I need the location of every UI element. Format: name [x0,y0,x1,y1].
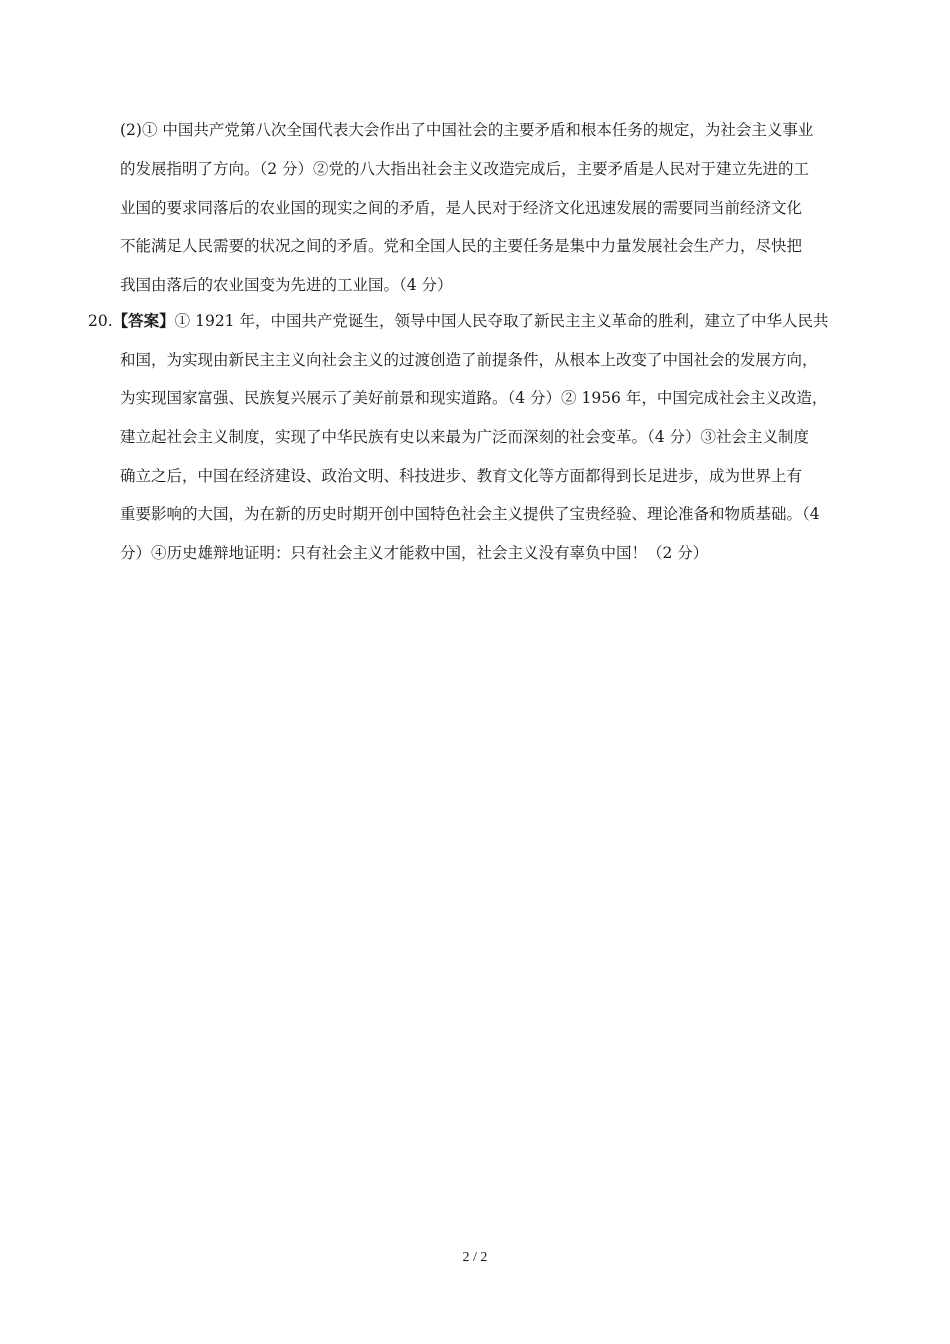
answer-20-line-7: 分）④历史雄辩地证明：只有社会主义才能救中国，社会主义没有辜负中国！（2 分） [120,544,709,562]
answer-19-part2-line-1: (2)① 中国共产党第八次全国代表大会作出了中国社会的主要矛盾和根本任务的规定，为社会主义事业 [120,121,814,139]
answer-19-part2-line-2: 的发展指明了方向。（2 分）②党的八大指出社会主义改造完成后，主要矛盾是人民对于建立先进的工 [120,160,810,178]
answer-label: 【答案】 [112,311,175,330]
question-number: 20. [88,312,113,330]
answer-20-line-5: 确立之后，中国在经济建设、政治文明、科技进步、教育文化等方面都得到长足进步，成为世界上有 [120,467,803,485]
answer-20-line-1 [88,311,828,331]
answer-19-part2-line-3: 业国的要求同落后的农业国的现实之间的矛盾，是人民对于经济文化迅速发展的需要同当前经济文化 [120,199,803,217]
answer-19-part2-line-5: 我国由落后的农业国变为先进的工业国。（4 分） [120,276,453,294]
answer-19-part2-line-4: 不能满足人民需要的状况之间的矛盾。党和全国人民的主要任务是集中力量发展社会生产力，尽快把 [120,237,803,255]
answer-20-text: ① 1921 年，中国共产党诞生，领导中国人民夺取了新民主主义革命的胜利，建立了中华人民共 [174,312,829,330]
answer-20-line-6: 重要影响的大国，为在新的历史时期开创中国特色社会主义提供了宝贵经验、理论准备和物质基础。（4 [120,505,820,523]
page-number: 2 / 2 [462,1250,488,1265]
answer-20-line-4: 建立起社会主义制度，实现了中华民族有史以来最为广泛而深刻的社会变革。（4 分）③社会主义制度 [120,428,810,446]
answer-20-line-3: 为实现国家富强、民族复兴展示了美好前景和现实道路。（4 分）② 1956 年，中国完成社会主义改造， [120,389,828,407]
answer-20-line-2: 和国，为实现由新民主主义向社会主义的过渡创造了前提条件，从根本上改变了中国社会的发展方向， [120,351,818,369]
